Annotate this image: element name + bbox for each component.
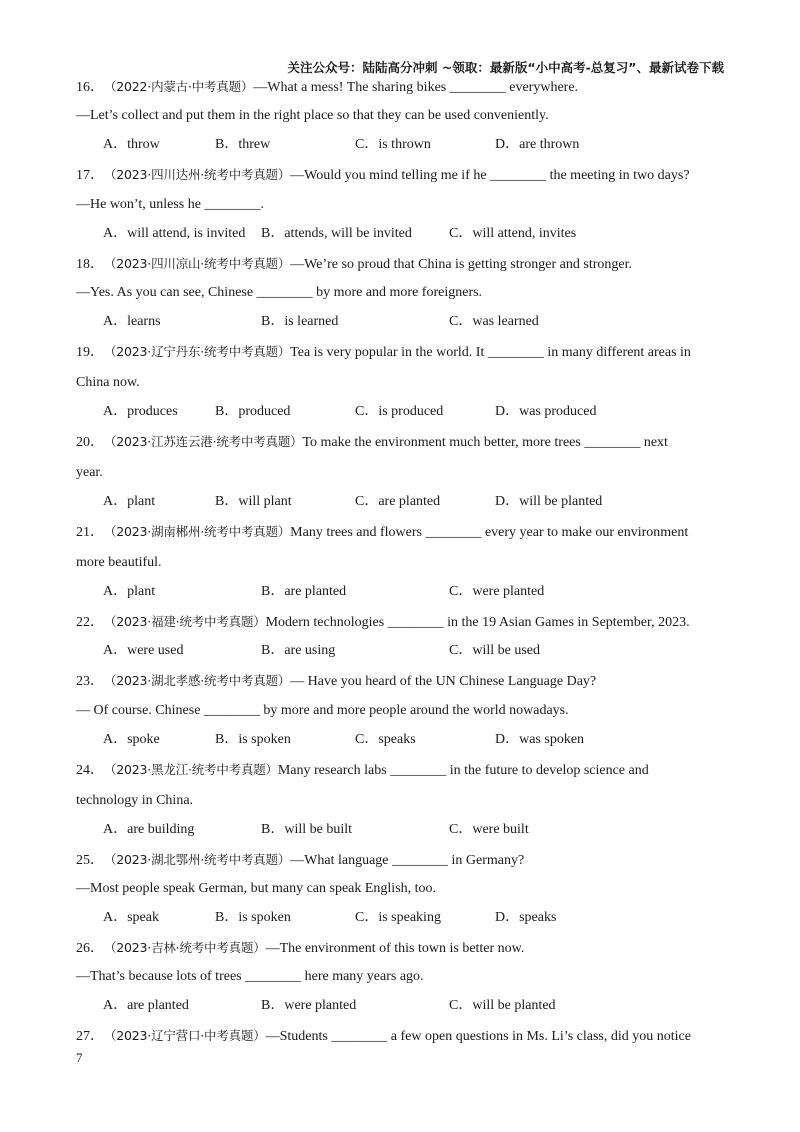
answer-option: B．are using xyxy=(261,643,336,658)
answer-option: C．were built xyxy=(449,822,529,837)
answer-option: B．will plant xyxy=(215,494,292,509)
answer-option: D．was spoken xyxy=(495,732,585,747)
question-line: year. xyxy=(76,465,103,480)
answer-option: B．produced xyxy=(215,404,291,419)
question-stem xyxy=(76,939,524,958)
answer-option: C．will be planted xyxy=(449,998,556,1013)
question-text: —The environment of this town is better now. xyxy=(265,941,525,956)
answer-option: A．were used xyxy=(103,643,184,658)
question-number: 18． xyxy=(76,257,104,272)
question-source: （2023·江苏连云港·统考中考真题） xyxy=(104,434,303,449)
question-text: Many trees and flowers ________ every year to make our environment xyxy=(290,525,689,540)
answer-option: B．is spoken xyxy=(215,910,291,925)
question-source: （2022·内蒙古·中考真题） xyxy=(104,79,254,94)
question-number: 21． xyxy=(76,525,104,540)
question-stem xyxy=(76,851,524,870)
question-text: —Would you mind telling me if he ________ the meeting in two days? xyxy=(290,168,690,183)
answer-option: A．are planted xyxy=(103,998,189,1013)
question-source: （2023·四川凉山·统考中考真题） xyxy=(104,256,291,271)
question-text: —What language ________ in Germany? xyxy=(290,853,525,868)
question-stem xyxy=(76,613,690,632)
question-line: more beautiful. xyxy=(76,555,162,570)
question-line: —Let’s collect and put them in the right place so that they can be used conveniently. xyxy=(76,108,549,123)
question-line: —Yes. As you can see, Chinese ________ by more and more foreigners. xyxy=(76,285,483,300)
question-number: 19． xyxy=(76,345,104,360)
question-text: —What a mess! The sharing bikes ________ everywhere. xyxy=(253,80,579,95)
answer-option: C．will attend, invites xyxy=(449,226,577,241)
answer-option: A．learns xyxy=(103,314,161,329)
question-source: （2023·湖北孝感·统考中考真题） xyxy=(104,673,291,688)
question-source: （2023·辽宁营口·中考真题） xyxy=(104,1028,266,1043)
question-text: —Students ________ a few open questions in Ms. Li’s class, did you notice xyxy=(265,1029,691,1044)
answer-option: C．speaks xyxy=(355,732,416,747)
answer-option: A．produces xyxy=(103,404,178,419)
question-source: （2023·黑龙江·统考中考真题） xyxy=(104,762,278,777)
question-line: —Most people speak German, but many can speak English, too. xyxy=(76,881,437,896)
answer-option: B．is spoken xyxy=(215,732,291,747)
answer-option: C．is produced xyxy=(355,404,444,419)
question-stem xyxy=(76,672,596,691)
question-number: 26． xyxy=(76,941,104,956)
answer-option: A．plant xyxy=(103,494,156,509)
answer-option: B．attends, will be invited xyxy=(261,226,412,241)
page-header: 关注公众号：陆陆高分冲刺 ~领取：最新版“小中高考-总复习”、最新试卷下载 xyxy=(287,60,724,75)
question-stem xyxy=(76,166,690,185)
answer-option: A．will attend, is invited xyxy=(103,226,246,241)
question-line: technology in China. xyxy=(76,793,194,808)
question-text: — Have you heard of the UN Chinese Language Day? xyxy=(290,674,597,689)
question-stem xyxy=(76,1027,691,1046)
answer-option: B．is learned xyxy=(261,314,339,329)
question-line: —He won’t, unless he ________. xyxy=(76,197,264,212)
answer-option: A．throw xyxy=(103,137,160,152)
question-source: （2023·吉林·统考中考真题） xyxy=(104,940,266,955)
answer-option: B．will be built xyxy=(261,822,352,837)
answer-option: A．spoke xyxy=(103,732,160,747)
question-text: —We’re so proud that China is getting stronger and stronger. xyxy=(290,257,632,272)
question-stem xyxy=(76,761,649,780)
question-stem xyxy=(76,523,688,542)
page-number: 7 xyxy=(76,1050,83,1065)
question-source: （2023·福建·统考中考真题） xyxy=(104,614,266,629)
answer-option: A．plant xyxy=(103,584,156,599)
question-line: —That’s because lots of trees ________ here many years ago. xyxy=(76,969,424,984)
question-stem xyxy=(76,343,691,362)
answer-option: C．was learned xyxy=(449,314,539,329)
answer-option: D．speaks xyxy=(495,910,557,925)
question-number: 22． xyxy=(76,615,104,630)
question-line: — Of course. Chinese ________ by more and more people around the world nowadays. xyxy=(76,703,569,718)
question-number: 24． xyxy=(76,763,104,778)
answer-option: C．were planted xyxy=(449,584,545,599)
question-number: 27． xyxy=(76,1029,104,1044)
question-source: （2023·湖南郴州·统考中考真题） xyxy=(104,524,291,539)
question-source: （2023·四川达州·统考中考真题） xyxy=(104,167,291,182)
question-stem xyxy=(76,78,578,97)
answer-option: B．were planted xyxy=(261,998,357,1013)
question-text: Many research labs ________ in the future to develop science and xyxy=(277,763,649,778)
answer-option: D．was produced xyxy=(495,404,597,419)
answer-option: C．is speaking xyxy=(355,910,441,925)
question-stem xyxy=(76,433,668,452)
answer-option: C．are planted xyxy=(355,494,441,509)
answer-option: A．speak xyxy=(103,910,159,925)
answer-option: C．is thrown xyxy=(355,137,431,152)
question-text: To make the environment much better, more trees ________ next xyxy=(302,435,668,450)
answer-option: B．threw xyxy=(215,137,271,152)
question-number: 16． xyxy=(76,80,104,95)
question-text: Tea is very popular in the world. It ________ in many different areas in xyxy=(290,345,691,360)
answer-option: D．are thrown xyxy=(495,137,580,152)
question-line: China now. xyxy=(76,375,140,390)
answer-option: D．will be planted xyxy=(495,494,603,509)
question-source: （2023·辽宁丹东·统考中考真题） xyxy=(104,344,291,359)
question-number: 20． xyxy=(76,435,104,450)
answer-option: C．will be used xyxy=(449,643,540,658)
question-number: 23． xyxy=(76,674,104,689)
question-stem xyxy=(76,255,632,274)
question-number: 17． xyxy=(76,168,104,183)
question-number: 25． xyxy=(76,853,104,868)
question-text: Modern technologies ________ in the 19 Asian Games in September, 2023. xyxy=(265,615,690,630)
question-source: （2023·湖北鄂州·统考中考真题） xyxy=(104,852,291,867)
answer-option: A．are building xyxy=(103,822,195,837)
answer-option: B．are planted xyxy=(261,584,347,599)
